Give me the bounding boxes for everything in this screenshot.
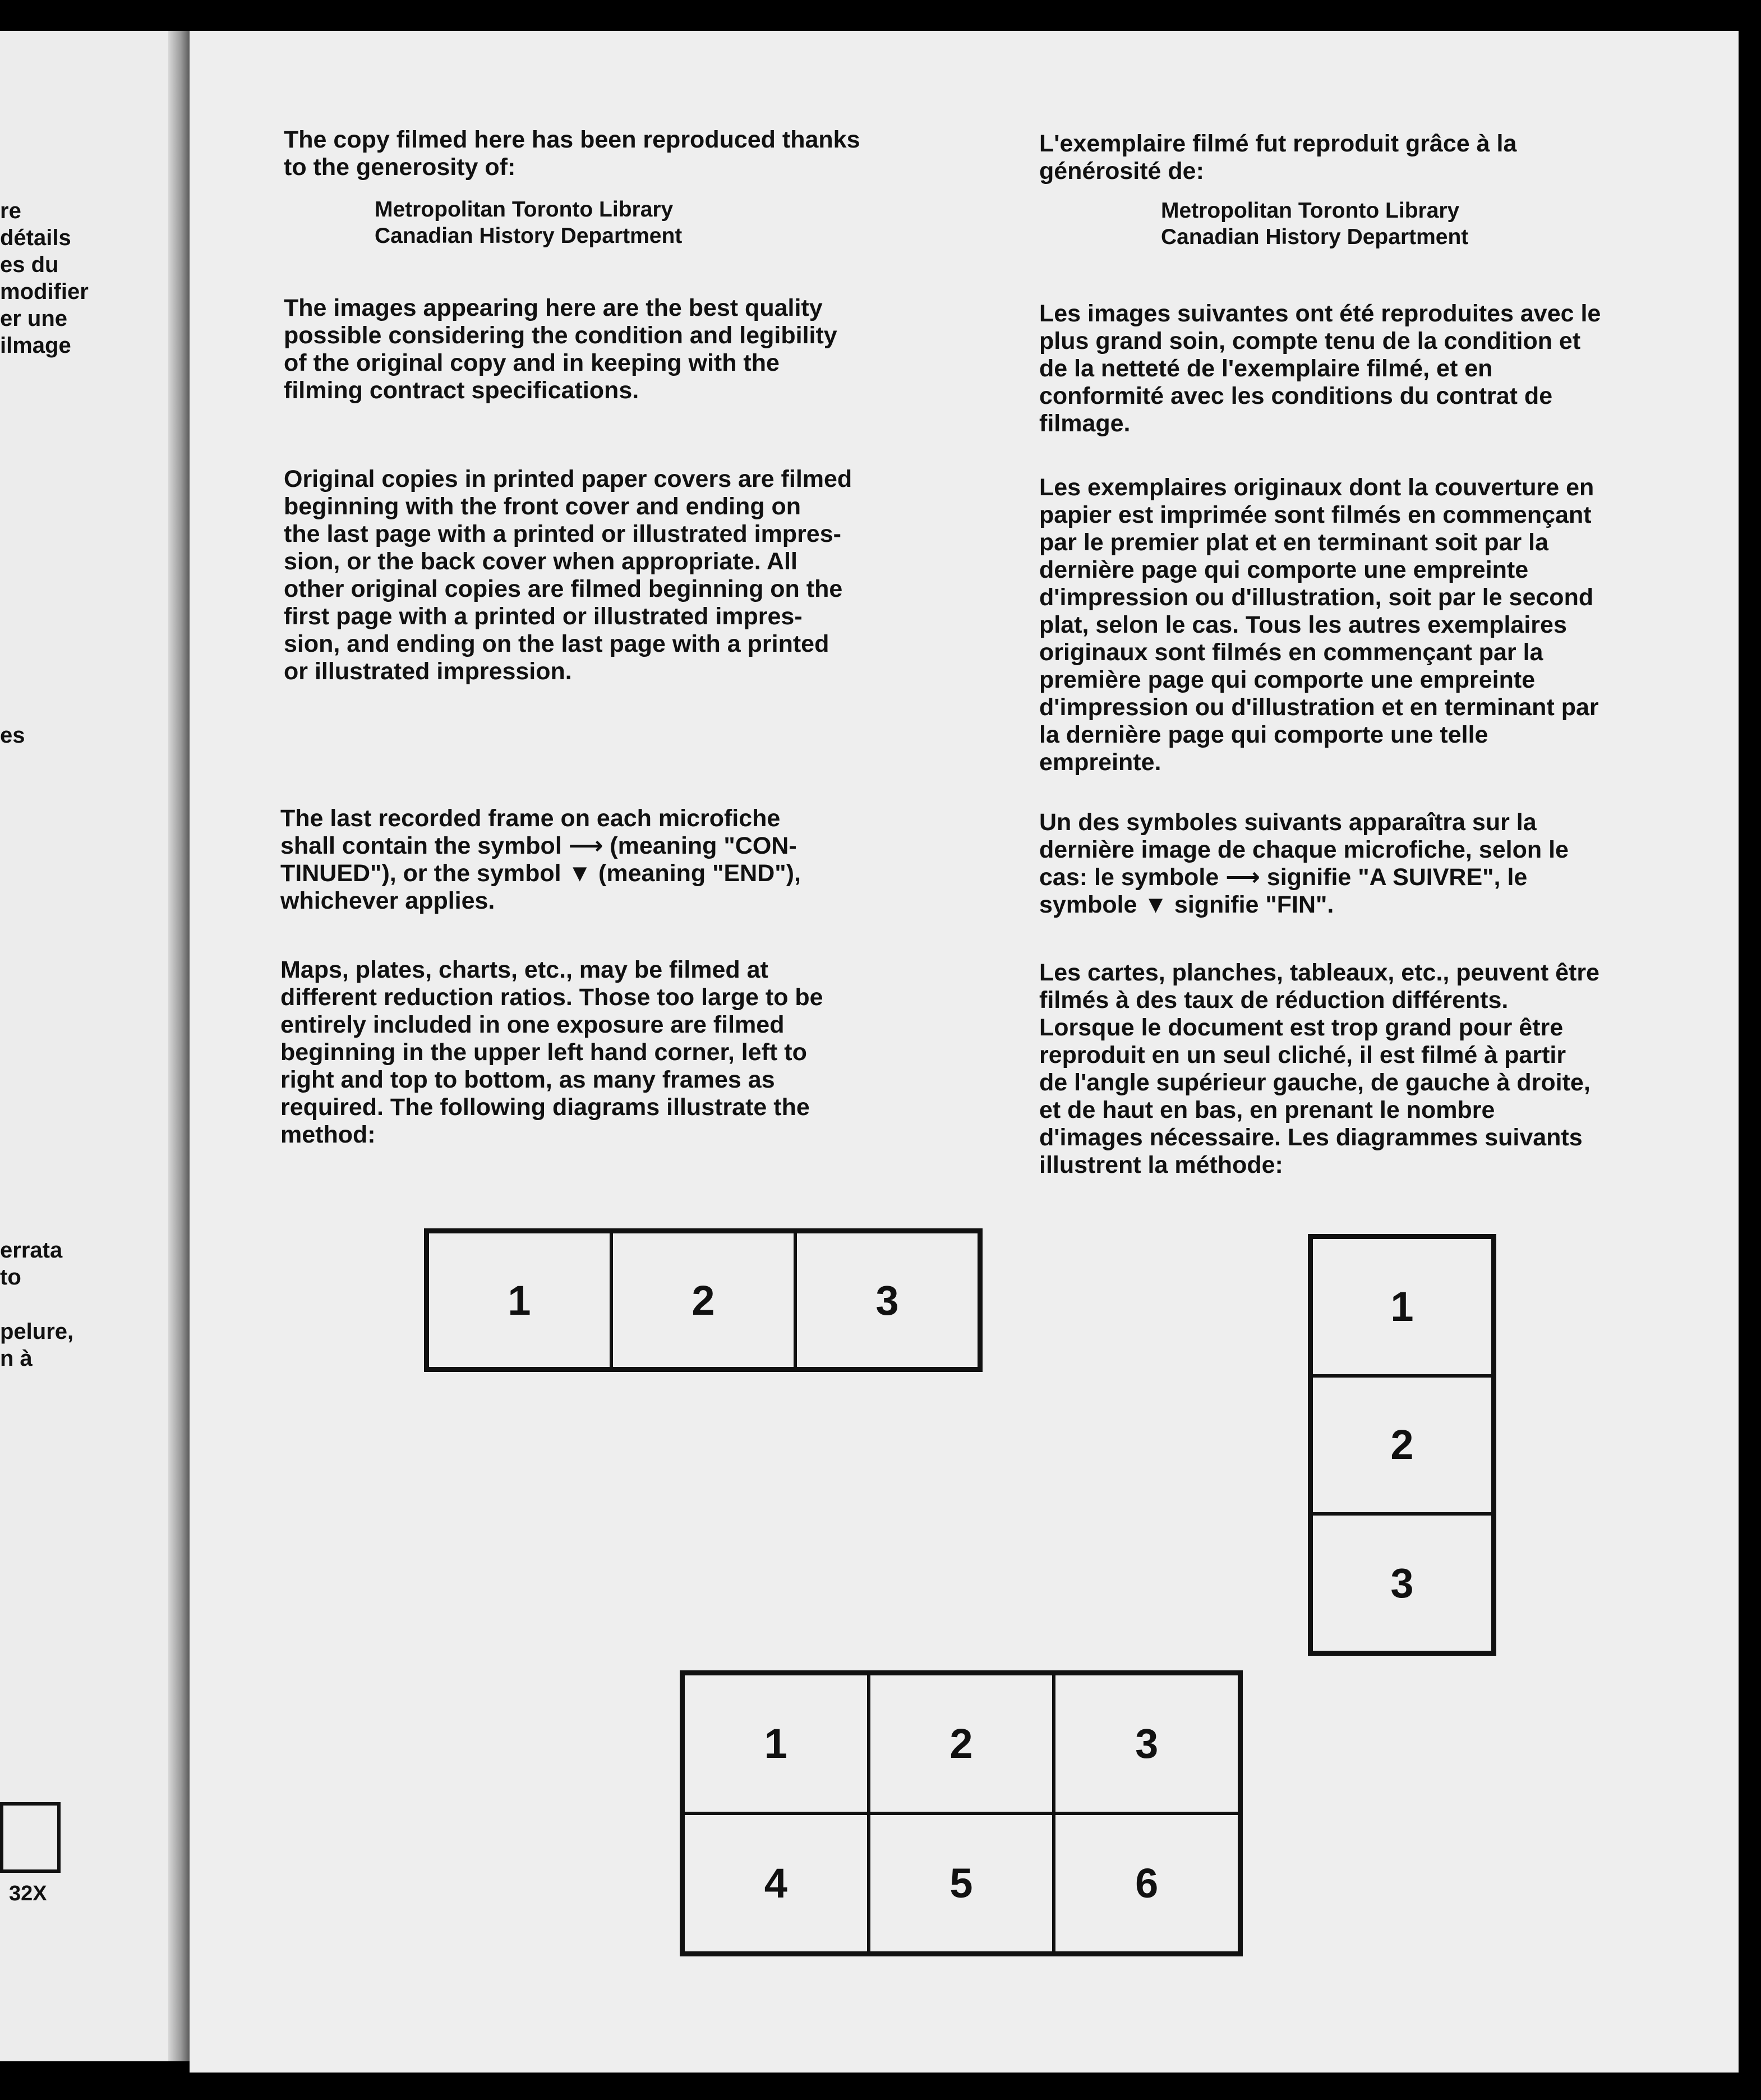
left-page-text-fragment: errata [0,1238,63,1263]
resolution-target-label: 32X [9,1882,47,1905]
main-page [190,31,1739,2073]
english-paragraph-symbols: The last recorded frame on each microfiche shall contain the symbol ⟶ (meaning "CON- TINUED"), or the symbol ▼ (meaning "END"), whichever applies. [280,805,801,914]
diagram-grid [680,1670,1243,1956]
left-page-text-fragment: es [0,723,25,748]
french-paragraph-maps: Les cartes, planches, tableaux, etc., peuvent être filmés à des taux de réduction différents. Lorsque le document est trop grand pour être reproduit en un seul cliché, il est filmé à partir de l'angle supérieur gauche, de gauche à droite, et de haut en bas, en prenant le nombre d'images nécessaire. Les diagrammes suivants illustrent la méthode: [1039,959,1599,1178]
french-paragraph-covers: Les exemplaires originaux dont la couverture en papier est imprimée sont filmés en commençant par le premier plat et en terminant soit par la dernière page qui comporte une empreinte d'impression ou d'illustration, soit par le second plat, selon le cas. Tous les autres exemplaires originaux sont filmés en commençant par la première page qui comporte une empreinte d'impression ou d'illustration et en terminant par la dernière page qui comporte une telle empreinte. [1039,474,1599,776]
french-credit: Metropolitan Toronto Library Canadian History Department [1161,199,1469,249]
diagram-frame: 6 [1054,1813,1239,1953]
english-paragraph-quality: The images appearing here are the best quality possible considering the condition and legibility of the original copy and in keeping with the filming contract specifications. [284,294,837,404]
diagram-frame: 5 [869,1813,1054,1953]
diagram-vertical [1308,1234,1496,1656]
diagram-frame: 3 [1311,1514,1493,1652]
left-page-text-fragment: to [0,1265,21,1290]
left-page-text-fragment: détails [0,225,71,250]
diagram-frame: 2 [1311,1376,1493,1514]
left-page-text-fragment: ilmage [0,333,71,358]
page-binding-edge [168,31,190,2061]
diagram-frame: 4 [683,1813,869,1953]
diagram-frame: 1 [683,1674,869,1813]
left-page-text-fragment: es du [0,252,59,277]
diagram-frame: 3 [1054,1674,1239,1813]
diagram-frame: 1 [1311,1237,1493,1376]
diagram-frame: 1 [427,1232,611,1369]
diagram-frame: 3 [795,1232,979,1369]
left-page-text-fragment: er une [0,306,68,331]
left-page-text-fragment: modifier [0,279,89,304]
english-intro: The copy filmed here has been reproduced thanks to the generosity of: [284,126,860,181]
diagram-frame: 2 [869,1674,1054,1813]
left-page-text-fragment: n à [0,1346,33,1371]
english-paragraph-maps: Maps, plates, charts, etc., may be filmed at different reduction ratios. Those too large to be entirely included in one exposure are filmed beginning in the upper left hand corner, left to right and top to bottom, as many frames as required. The following diagrams illustrate the method: [280,956,823,1148]
diagram-horizontal [424,1228,983,1372]
english-paragraph-covers: Original copies in printed paper covers are filmed beginning with the front cover and ending on the last page with a printed or illustrated impres- sion, or the back cover when appropriate. All other original copies are filmed beginning on the first page with a printed or illustrated impres- sion, and ending on the last page with a printed or illustrated impression. [284,466,852,685]
french-paragraph-symbols: Un des symboles suivants apparaîtra sur la dernière image de chaque microfiche, selon le cas: le symbole ⟶ signifie "A SUIVRE", le symbole ▼ signifie "FIN". [1039,809,1569,918]
resolution-target-box [0,1802,61,1873]
diagram-frame: 2 [611,1232,795,1369]
left-page-text-fragment: re [0,199,21,223]
english-credit: Metropolitan Toronto Library Canadian History Department [375,197,683,248]
left-page-fragment [0,31,185,2061]
left-page-text-fragment: pelure, [0,1319,74,1344]
french-paragraph-quality: Les images suivantes ont été reproduites avec le plus grand soin, compte tenu de la condition et de la netteté de l'exemplaire filmé, et en conformité avec les conditions du contrat de filmage. [1039,300,1601,437]
french-intro: L'exemplaire filmé fut reproduit grâce à la générosité de: [1039,130,1517,185]
